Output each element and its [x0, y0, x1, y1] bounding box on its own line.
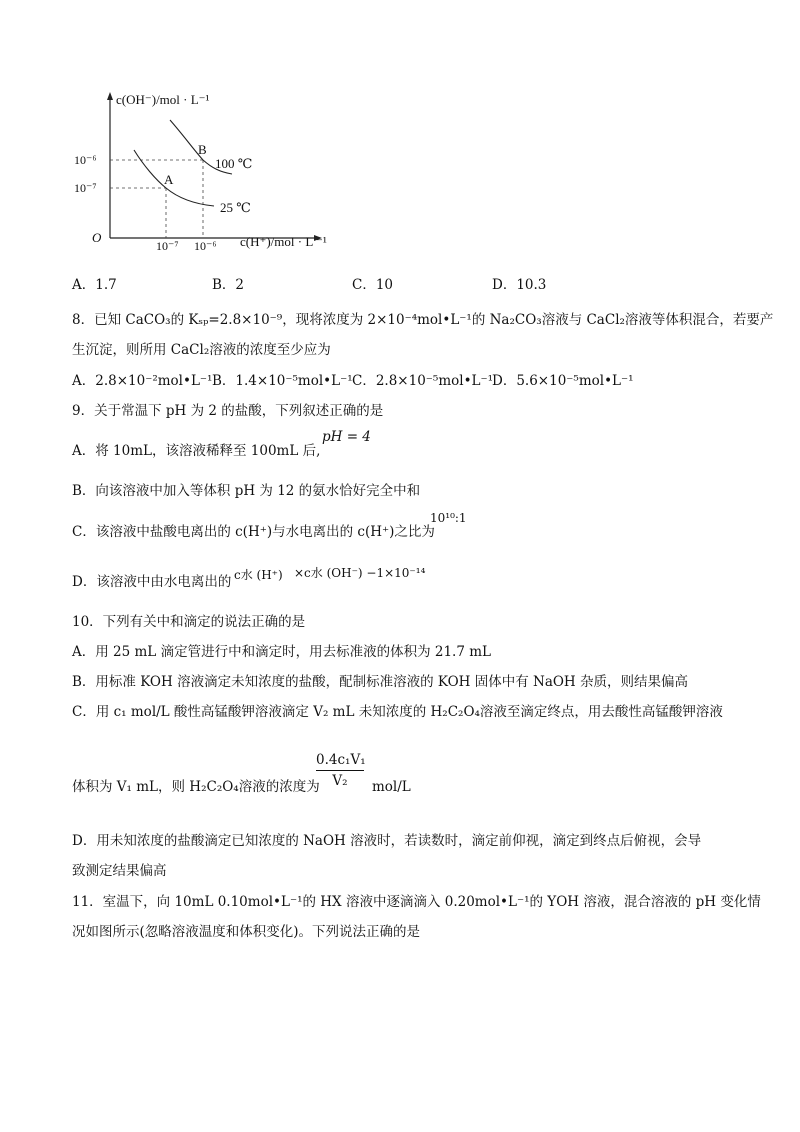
y-axis-label: c(OH⁻)/mol · L⁻¹ [116, 92, 210, 107]
q8-option-c: C．2.8×10⁻⁵mol•L⁻¹ [352, 373, 494, 389]
q9-option-a: A．将 10mL，该溶液稀释至 100mL 后, [72, 443, 321, 459]
q9-option-d: D．该溶液中由水电离出的 [72, 574, 232, 590]
q8-option-a: A．2.8×10⁻²mol•L⁻¹ [72, 373, 213, 389]
q10-option-a: A．用 25 mL 滴定管进行中和滴定时，用去标准液的体积为 21.7 mL [72, 644, 491, 660]
q10-stem: 10．下列有关中和滴定的说法正确的是 [72, 614, 306, 630]
q9-option-c: C．该溶液中盐酸电离出的 c(H⁺)与水电离出的 c(H⁺)之比为 [72, 524, 435, 540]
q9-option-a-formula: pH = 4 [322, 429, 371, 445]
q10-option-c-unit: mol/L [372, 779, 411, 795]
y-tick-1e-6: 10⁻⁶ [74, 153, 97, 167]
point-a-label: A [164, 172, 174, 187]
y-tick-1e-7: 10⁻⁷ [74, 181, 97, 195]
q10-fraction [316, 752, 364, 789]
water-ionization-graph [72, 88, 362, 260]
q7-option-d: D．10.3 [492, 277, 547, 293]
q9-stem: 9．关于常温下 pH 为 2 的盐酸，下列叙述正确的是 [72, 403, 384, 419]
q7-option-a: A．1.7 [72, 277, 117, 293]
q10-option-d-line2: 致测定结果偏高 [72, 863, 167, 879]
q10-fraction-numerator: 0.4c₁V₁ [316, 752, 364, 771]
x-tick-1e-7: 10⁻⁷ [156, 239, 179, 253]
y-axis-arrow [107, 92, 113, 100]
point-b-label: B [198, 142, 207, 157]
q10-option-c-line1: C．用 c₁ mol/L 酸性高锰酸钾溶液滴定 V₂ mL 未知浓度的 H₂C₂O₄溶液至滴定终点，用去酸性高锰酸钾溶液 [72, 704, 723, 720]
q7-option-c: C．10 [352, 277, 394, 293]
q10-fraction-denominator: V₂ [332, 773, 348, 789]
q10-option-d-line1: D．用未知浓度的盐酸滴定已知浓度的 NaOH 溶液时，若读数时，滴定前仰视，滴定到终点后俯视，会导 [72, 833, 702, 849]
curve-25c-label: 25 ℃ [220, 200, 251, 215]
q11-stem-line1: 11．室温下，向 10mL 0.10mol•L⁻¹的 HX 溶液中逐滴滴入 0.20mol•L⁻¹的 YOH 溶液，混合溶液的 pH 变化情 [72, 894, 761, 910]
q7-option-b: B．2 [212, 277, 245, 293]
q8-stem-line2: 生沉淀，则所用 CaCl₂溶液的浓度至少应为 [72, 342, 331, 358]
q9-option-d-formula-1: c水 (H⁺) [234, 568, 283, 582]
q10-option-c-line2: 体积为 V₁ mL，则 H₂C₂O₄溶液的浓度为 [72, 779, 320, 795]
x-axis-label: c(H⁺)/mol · L ⁻¹ [240, 234, 327, 249]
q9-option-d-formula-2: ×c水 (OH⁻) −1×10⁻¹⁴ [294, 566, 426, 580]
q10-option-b: B．用标准 KOH 溶液滴定未知浓度的盐酸，配制标准溶液的 KOH 固体中有 NaOH 杂质，则结果偏高 [72, 674, 688, 690]
q9-option-c-formula: 10¹⁰:1 [430, 511, 467, 525]
q9-option-b: B．向该溶液中加入等体积 pH 为 12 的氨水恰好完全中和 [72, 483, 421, 499]
q8-stem-line1: 8．已知 CaCO₃的 Kₛₚ=2.8×10⁻⁹，现将浓度为 2×10⁻⁴mol•L⁻¹的 Na₂CO₃溶液与 CaCl₂溶液等体积混合，若要产 [72, 312, 774, 328]
x-tick-1e-6: 10⁻⁶ [194, 239, 217, 253]
q11-stem-line2: 况如图所示(忽略溶液温度和体积变化)。下列说法正确的是 [72, 924, 421, 940]
q8-option-b: B．1.4×10⁻⁵mol•L⁻¹ [212, 373, 353, 389]
curve-100c-label: 100 ℃ [215, 156, 253, 171]
q8-option-d: D．5.6×10⁻⁵mol•L⁻¹ [492, 373, 634, 389]
origin-label: O [92, 230, 102, 245]
